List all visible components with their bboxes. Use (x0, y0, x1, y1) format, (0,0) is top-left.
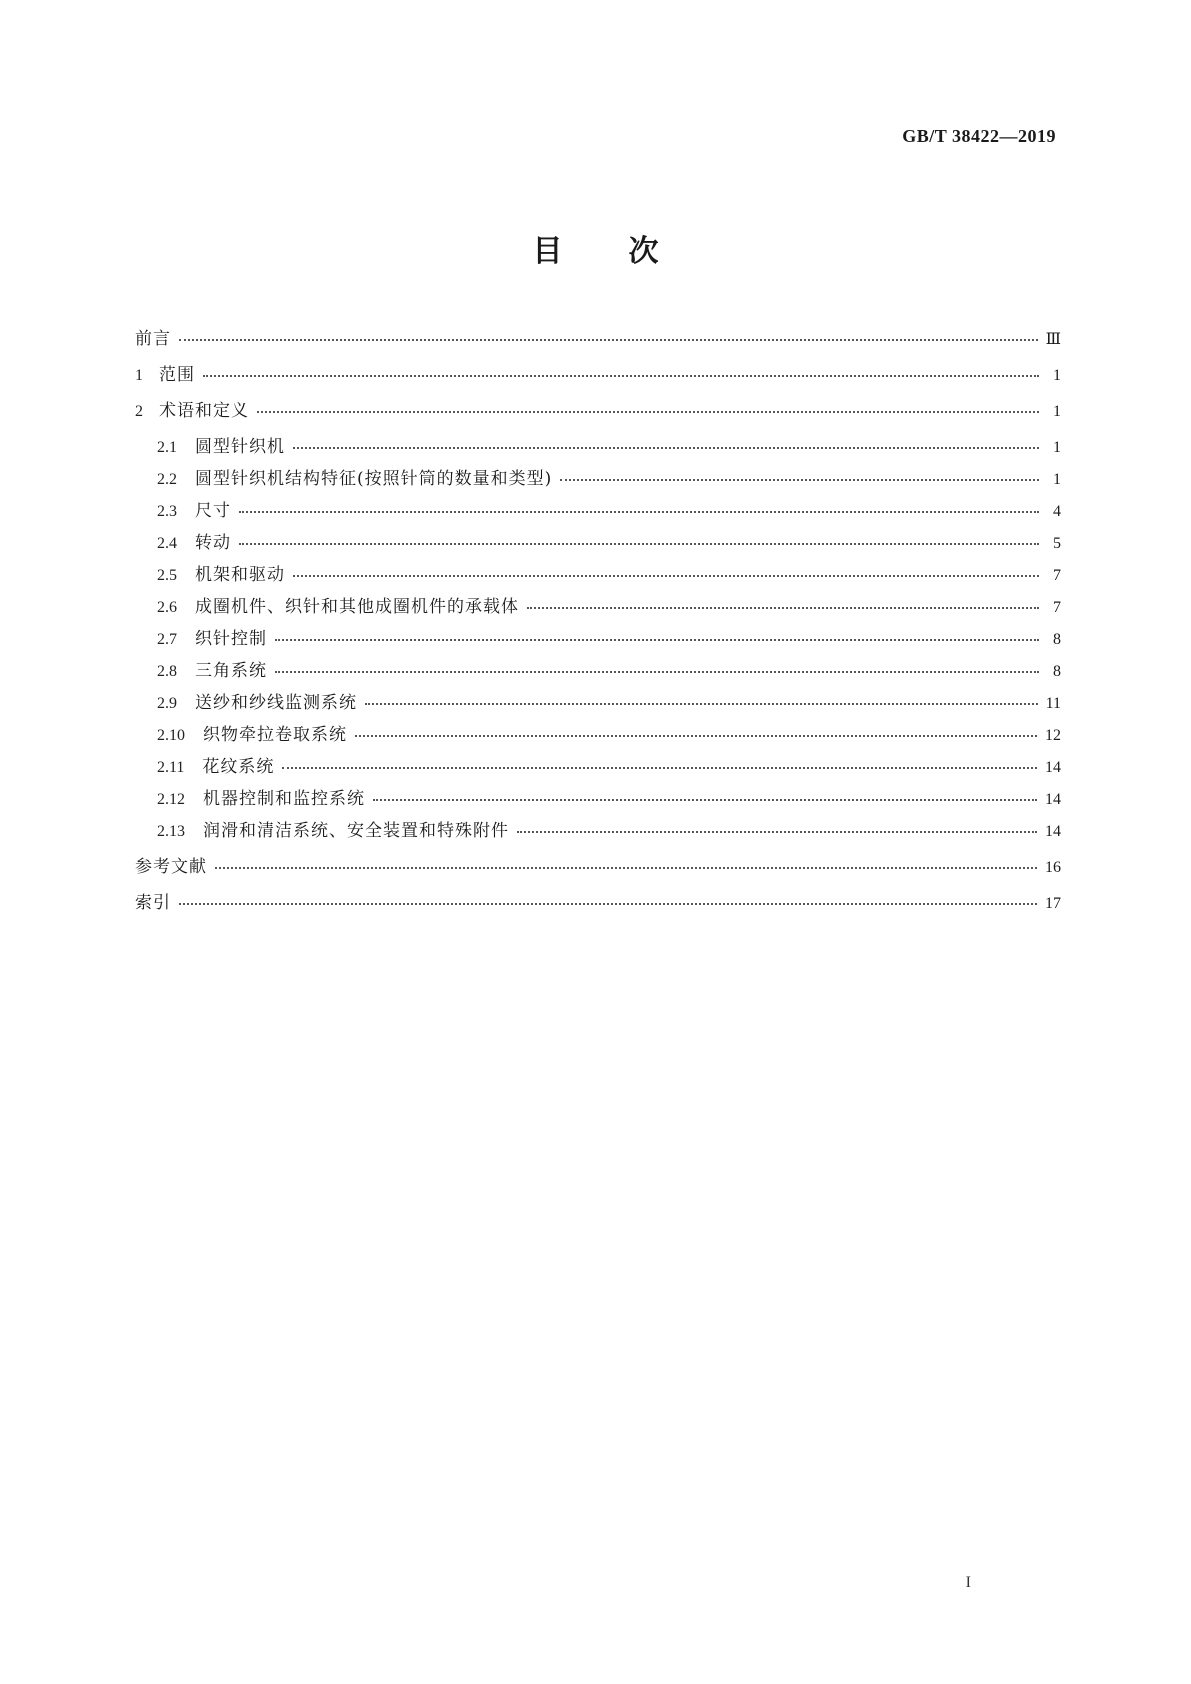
toc-number: 2.13 (157, 823, 185, 840)
toc-number: 2.3 (157, 503, 177, 520)
toc-page-number: 11 (1045, 695, 1061, 712)
toc-page-number: Ⅲ (1045, 331, 1061, 348)
toc-label: 织针控制 (195, 629, 267, 649)
toc-number: 2.1 (157, 439, 177, 456)
toc-label: 转动 (195, 533, 231, 553)
toc-entry-2-8[interactable] (135, 656, 1061, 688)
toc-entry-terms[interactable] (135, 396, 1061, 432)
toc-label: 润滑和清洁系统、安全装置和特殊附件 (203, 821, 509, 841)
standard-number: GB/T 38422—2019 (902, 126, 1056, 146)
toc-page-number: 8 (1053, 663, 1061, 680)
toc-label: 花纹系统 (202, 757, 275, 777)
toc-number: 2.4 (157, 535, 177, 552)
dot-leader (282, 757, 1037, 769)
dot-leader (365, 693, 1038, 705)
toc-entry-2-12[interactable] (135, 784, 1061, 816)
toc-entry-2-6[interactable] (135, 592, 1061, 624)
toc-label: 索引 (135, 893, 171, 913)
toc-page-number: 8 (1053, 631, 1061, 648)
toc-label: 术语和定义 (159, 401, 249, 421)
toc-page-number: 1 (1053, 471, 1061, 488)
toc-page-number: 12 (1045, 727, 1061, 744)
dot-leader (257, 401, 1039, 413)
toc-page-number: 5 (1053, 535, 1061, 552)
dot-leader (560, 469, 1039, 481)
page-title (0, 226, 1191, 270)
toc-page-number: 1 (1053, 439, 1061, 456)
toc-page-number: 16 (1045, 859, 1061, 876)
toc-entry-2-9[interactable] (135, 688, 1061, 720)
dot-leader (293, 565, 1039, 577)
toc-label: 尺寸 (195, 501, 231, 521)
toc-entry-2-5[interactable] (135, 560, 1061, 592)
dot-leader (355, 725, 1037, 737)
toc-entry-foreword[interactable] (135, 324, 1061, 360)
toc-number: 2.8 (157, 663, 177, 680)
toc-number: 2 (135, 403, 143, 420)
toc-label: 圆型针织机 (195, 437, 285, 457)
dot-leader (275, 629, 1039, 641)
toc-label: 前言 (135, 329, 171, 349)
toc-entry-scope[interactable] (135, 360, 1061, 396)
toc-page-number: 7 (1053, 567, 1061, 584)
toc-number: 2.5 (157, 567, 177, 584)
dot-leader (373, 789, 1037, 801)
toc-page-number: 4 (1053, 503, 1061, 520)
toc-page-number: 17 (1045, 895, 1061, 912)
toc-number: 1 (135, 367, 143, 384)
dot-leader (179, 329, 1038, 341)
dot-leader (517, 821, 1037, 833)
toc-page-number: 14 (1045, 823, 1061, 840)
toc-page-number: 14 (1045, 791, 1061, 808)
toc-entry-2-1[interactable] (135, 432, 1061, 464)
toc-entry-2-13[interactable] (135, 816, 1061, 848)
toc-entry-2-3[interactable] (135, 496, 1061, 528)
dot-leader (275, 661, 1039, 673)
toc-label: 送纱和纱线监测系统 (195, 693, 357, 713)
dot-leader (179, 893, 1037, 905)
toc-label: 机架和驱动 (195, 565, 285, 585)
toc-entry-references[interactable] (135, 852, 1061, 888)
toc-page-number: 7 (1053, 599, 1061, 616)
toc-page-number: 14 (1045, 759, 1061, 776)
toc-label: 范围 (159, 365, 195, 385)
toc-number: 2.9 (157, 695, 177, 712)
dot-leader (203, 365, 1039, 377)
toc-entry-2-10[interactable] (135, 720, 1061, 752)
toc-label: 三角系统 (195, 661, 267, 681)
toc-number: 2.11 (157, 759, 185, 776)
footer-page-number: I (965, 1574, 971, 1591)
toc-page-number: 1 (1053, 403, 1061, 420)
toc-number: 2.12 (157, 791, 185, 808)
toc-entry-2-4[interactable] (135, 528, 1061, 560)
table-of-contents (135, 324, 1061, 924)
title-char-2: 次 (628, 234, 659, 269)
toc-number: 2.10 (157, 727, 185, 744)
toc-label: 成圈机件、织针和其他成圈机件的承载体 (195, 597, 519, 617)
toc-label: 圆型针织机结构特征(按照针筒的数量和类型) (195, 469, 553, 489)
toc-number: 2.6 (157, 599, 177, 616)
toc-number: 2.7 (157, 631, 177, 648)
dot-leader (215, 857, 1037, 869)
toc-entry-2-7[interactable] (135, 624, 1061, 656)
toc-label: 机器控制和监控系统 (203, 789, 365, 809)
toc-number: 2.2 (157, 471, 177, 488)
title-char-1: 目 (532, 234, 563, 269)
toc-label: 参考文献 (135, 857, 207, 877)
toc-entry-2-2[interactable] (135, 464, 1061, 496)
toc-entry-2-11[interactable] (135, 752, 1061, 784)
dot-leader (527, 597, 1039, 609)
toc-entry-index[interactable] (135, 888, 1061, 924)
dot-leader (239, 533, 1039, 545)
dot-leader (293, 437, 1039, 449)
toc-label: 织物牵拉卷取系统 (203, 725, 347, 745)
dot-leader (239, 501, 1039, 513)
toc-page-number: 1 (1053, 367, 1061, 384)
